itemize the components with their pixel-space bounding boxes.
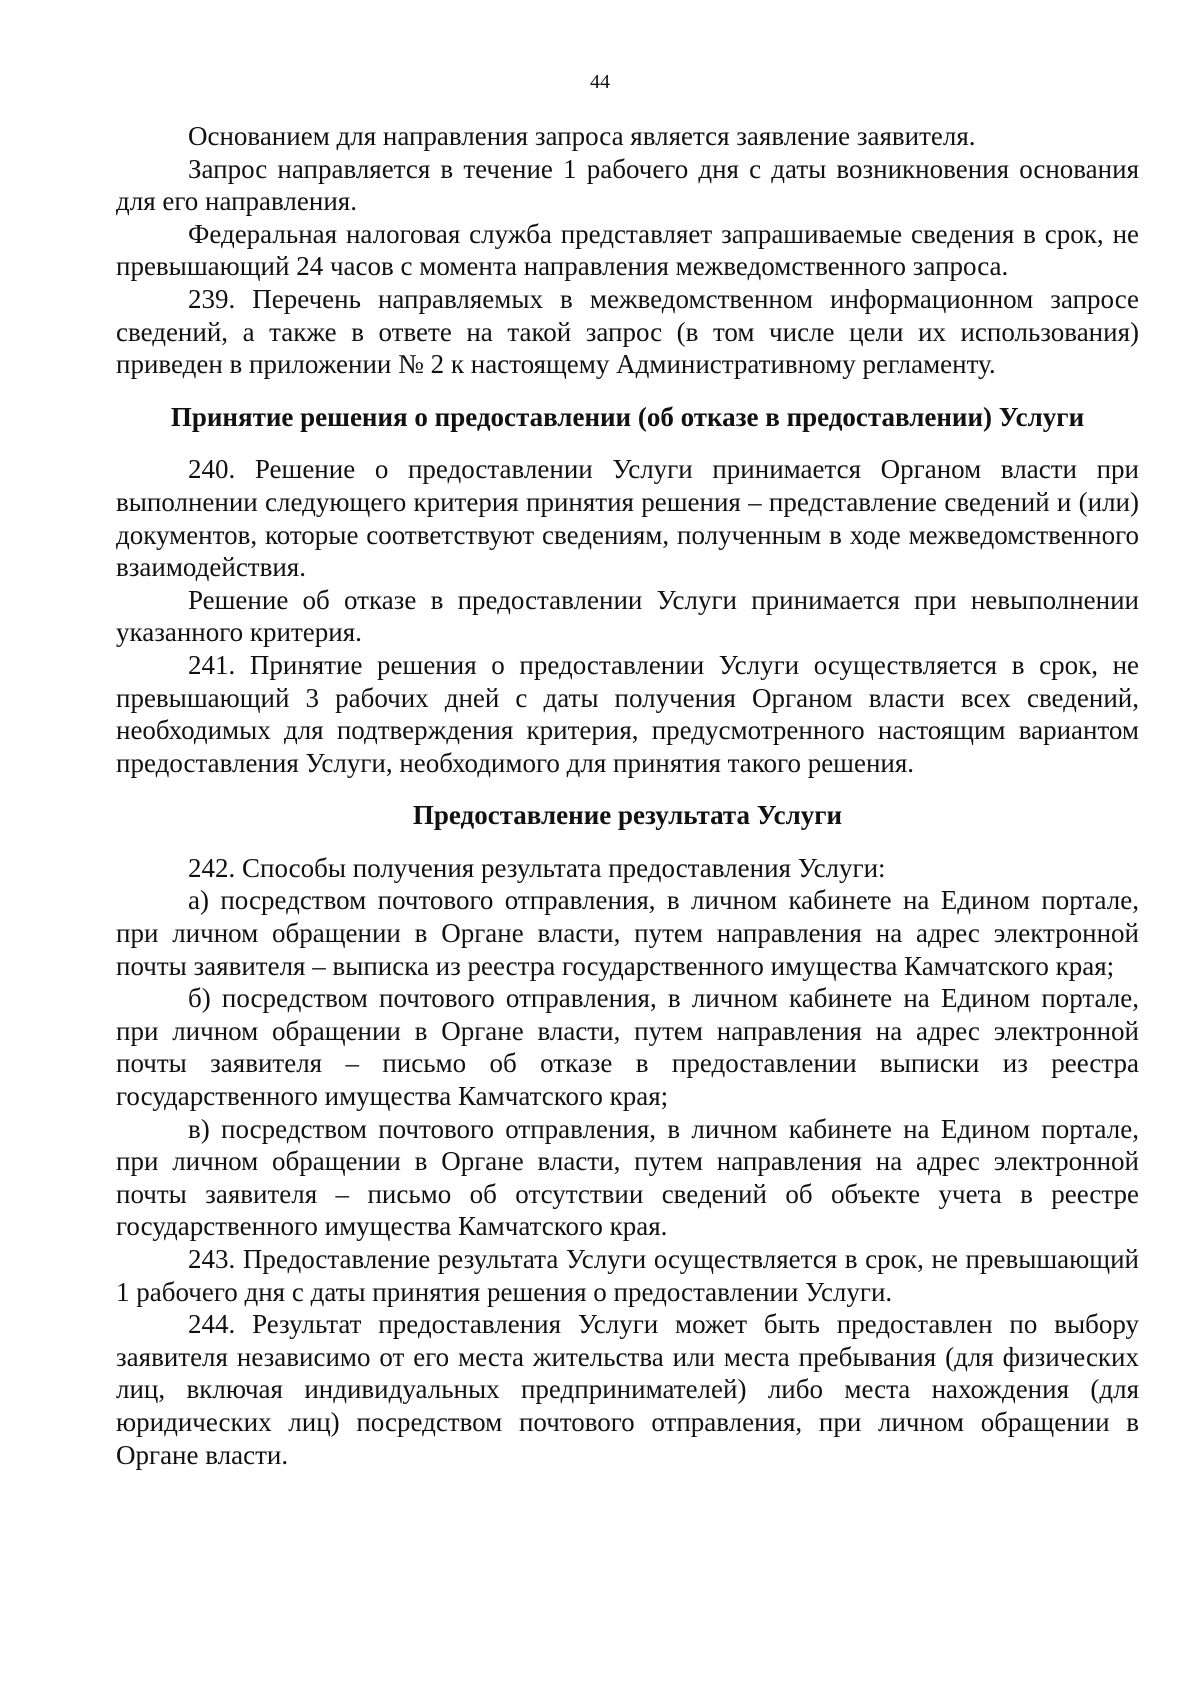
paragraph: Федеральная налоговая служба представляет запрашиваемые сведения в срок, не превышающий 24 часов с момента направления межведомственного запроса. <box>116 218 1139 282</box>
paragraph: Основанием для направления запроса является заявление заявителя. <box>188 121 976 151</box>
page-number: 44 <box>590 71 610 93</box>
section-heading-result: Предоставление результата Услуги <box>412 800 843 831</box>
section-heading-decision: Принятие решения о предоставлении (об отказе в предоставлении) Услуги <box>170 401 1085 432</box>
paragraph-244: 244. Результат предоставления Услуги может быть предоставлен по выбору заявителя независимо от его места жительства или места пребывания (для физических лиц, включая индивидуальных предпринимателей) либо места нахождения (для юридических лиц) посредством почтового отправления, при личном обращении в Органе власти. <box>116 1309 1139 1470</box>
paragraph-243: 243. Предоставление результата Услуги осуществляется в срок, не превышающий 1 рабочего дня с даты принятия решения о предоставлении Услуги. <box>116 1244 1139 1307</box>
list-item-a: а) посредством почтового отправления, в личном кабинете на Едином портале, при личном обращении в Органе власти, путем направления на адрес электронной почты заявителя – выписка из реестра государственного имущества Камчатского края; <box>116 885 1139 981</box>
paragraph-241: 241. Принятие решения о предоставлении Услуги осуществляется в срок, не превышающий 3 рабочих дней с даты получения Органом власти всех сведений, необходимых для подтверждения критерия, предусмотренного настоящим вариантом предоставления Услуги, необходимого для принятия такого решения. <box>116 649 1139 778</box>
paragraph: Решение об отказе в предоставлении Услуги принимается при невыполнении указанного критерия. <box>116 584 1139 648</box>
paragraph: Запрос направляется в течение 1 рабочего дня с даты возникновения основания для его направления. <box>116 153 1139 217</box>
paragraph-242: 242. Способы получения результата предоставления Услуги: <box>188 852 886 883</box>
paragraph-240: 240. Решение о предоставлении Услуги принимается Органом власти при выполнении следующего критерия принятия решения – представление сведений и (или) документов, которые соответствуют сведениям, полученным в ходе межведомственного взаимодействия. <box>116 454 1139 583</box>
list-item-c: в) посредством почтового отправления, в личном кабинете на Едином портале, при личном обращении в Органе власти, путем направления на адрес электронной почты заявителя – письмо об отсутствии сведений об объекте учета в реестре государственного имущества Камчатского края. <box>116 1113 1139 1242</box>
list-item-b: б) посредством почтового отправления, в личном кабинете на Едином портале, при личном обращении в Органе власти, путем направления на адрес электронной почты заявителя – письмо об отказе в предоставлении выписки из реестра государственного имущества Камчатского края; <box>116 983 1139 1112</box>
document-body <box>116 120 1139 1471</box>
paragraph-239: 239. Перечень направляемых в межведомственном информационном запросе сведений, а также в ответе на такой запрос (в том числе цели их использования) приведен в приложении № 2 к настоящему Административному регламенту. <box>116 283 1139 380</box>
